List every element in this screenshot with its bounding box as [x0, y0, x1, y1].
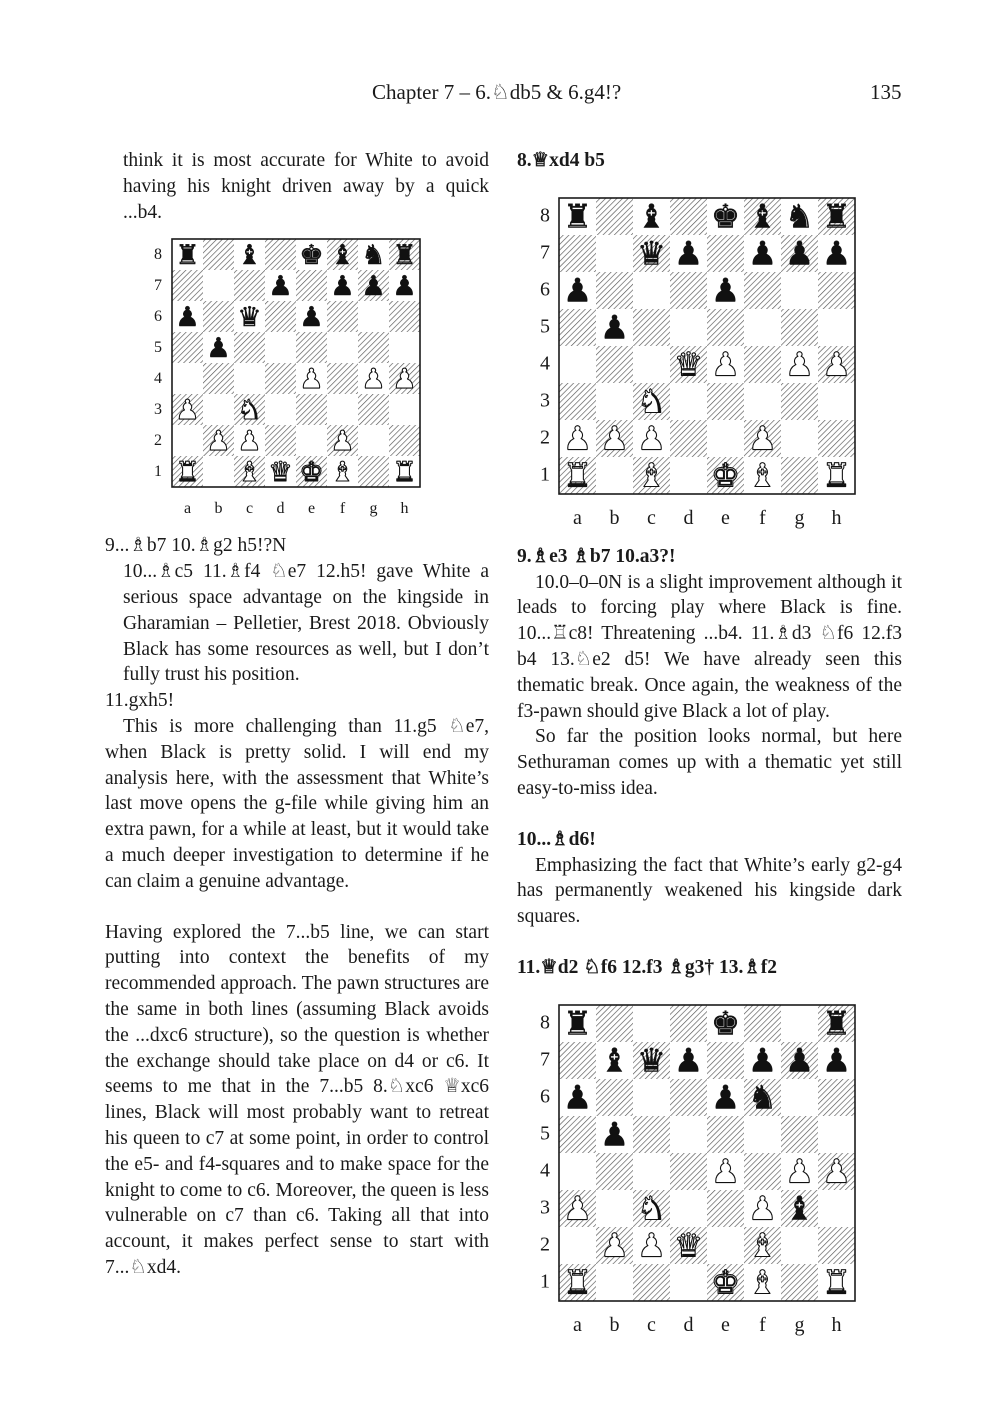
- move-heading-11: 11.♕d2 ♘f6 12.f3 ♗g3† 13.♗f2: [517, 956, 778, 978]
- white-pawn-icon: ♟: [599, 1226, 630, 1265]
- running-head: Chapter 7 – 6.♘db5 & 6.g4!?: [372, 80, 622, 104]
- file-label: b: [214, 500, 223, 518]
- chess-diagram-1: [145, 237, 489, 527]
- black-bishop-icon: ♝: [784, 1189, 815, 1228]
- file-label: f: [339, 500, 346, 518]
- move-line-11: 11.gxh5!: [105, 690, 175, 712]
- black-pawn-icon: ♟: [562, 271, 593, 310]
- file-label: g: [794, 506, 805, 529]
- square-c4: [633, 346, 670, 383]
- move-heading-8: 8.♕xd4 b5: [517, 150, 605, 171]
- white-queen-icon: ♛: [673, 345, 704, 384]
- square-d5: [670, 309, 707, 346]
- square-a4: [559, 1153, 596, 1190]
- black-knight-icon: ♞: [747, 1078, 778, 1117]
- black-pawn-icon: ♟: [330, 271, 355, 303]
- square-g5: [781, 309, 818, 346]
- black-pawn-icon: ♟: [821, 1041, 852, 1080]
- black-king-icon: ♚: [299, 240, 324, 272]
- black-pawn-icon: ♟: [175, 302, 200, 334]
- square-e3: [707, 1190, 744, 1227]
- white-knight-icon: ♞: [237, 395, 262, 427]
- white-pawn-icon: ♟: [392, 364, 417, 396]
- square-g3: [358, 394, 389, 425]
- black-knight-icon: ♞: [361, 240, 386, 272]
- square-d3: [670, 1190, 707, 1227]
- white-pawn-icon: ♟: [206, 426, 231, 458]
- rank-label: 1: [154, 463, 162, 481]
- file-labels: [184, 500, 409, 517]
- file-labels: [573, 1314, 841, 1336]
- square-g6: [781, 1079, 818, 1116]
- square-b7: [203, 270, 234, 301]
- square-h2: [818, 420, 855, 457]
- file-labels: [573, 507, 841, 529]
- black-queen-icon: ♛: [237, 302, 262, 334]
- black-bishop-icon: ♝: [237, 240, 262, 272]
- square-h5: [818, 309, 855, 346]
- paragraph-dark-squares: Emphasizing the fact that White’s early g2-g4 has permanently weakened his kingside dark squares.: [517, 854, 902, 928]
- white-pawn-icon: ♟: [747, 419, 778, 458]
- white-pawn-icon: ♟: [361, 364, 386, 396]
- square-h6: [389, 301, 420, 332]
- square-g1: [781, 1264, 818, 1301]
- square-f5: [744, 309, 781, 346]
- black-pawn-icon: ♟: [599, 1115, 630, 1154]
- white-king-icon: ♚: [710, 1263, 741, 1302]
- white-pawn-icon: ♟: [562, 1189, 593, 1228]
- square-h5: [818, 1116, 855, 1153]
- rank-label: 1: [540, 1270, 550, 1293]
- file-label: b: [609, 506, 620, 529]
- square-d8: [265, 239, 296, 270]
- square-a7: [172, 270, 203, 301]
- black-king-icon: ♚: [710, 197, 741, 236]
- square-a5: [172, 332, 203, 363]
- rank-label: 6: [154, 308, 162, 326]
- square-e5: [296, 332, 327, 363]
- square-d2: [670, 420, 707, 457]
- white-rook-icon: ♜: [175, 457, 200, 489]
- white-pawn-icon: ♟: [636, 1226, 667, 1265]
- square-d2: [265, 425, 296, 456]
- square-d8: [670, 198, 707, 235]
- square-d8: [670, 1005, 707, 1042]
- file-label: h: [831, 506, 842, 529]
- square-g6: [781, 272, 818, 309]
- white-pawn-icon: ♟: [299, 364, 324, 396]
- square-b4: [596, 346, 633, 383]
- white-rook-icon: ♜: [821, 456, 852, 495]
- square-d4: [670, 1153, 707, 1190]
- black-queen-icon: ♛: [636, 1041, 667, 1080]
- black-pawn-icon: ♟: [821, 234, 852, 273]
- white-knight-icon: ♞: [636, 382, 667, 421]
- rank-label: 2: [154, 432, 162, 450]
- white-bishop-icon: ♝: [747, 1226, 778, 1265]
- file-label: g: [369, 500, 378, 518]
- square-f6: [327, 301, 358, 332]
- rank-label: 5: [540, 1122, 550, 1145]
- white-bishop-icon: ♝: [747, 456, 778, 495]
- file-label: g: [794, 1313, 805, 1336]
- file-label: a: [573, 1313, 582, 1336]
- square-b8: [203, 239, 234, 270]
- black-pawn-icon: ♟: [747, 234, 778, 273]
- white-pawn-icon: ♟: [710, 1152, 741, 1191]
- file-label: a: [183, 500, 192, 518]
- chess-board-1: [145, 237, 417, 527]
- white-king-icon: ♚: [710, 456, 741, 495]
- square-e3: [296, 394, 327, 425]
- square-d1: [670, 457, 707, 494]
- black-king-icon: ♚: [710, 1004, 741, 1043]
- rank-label: 7: [540, 241, 550, 264]
- rank-label: 3: [154, 401, 162, 419]
- white-pawn-icon: ♟: [747, 1189, 778, 1228]
- file-label: a: [573, 506, 582, 529]
- square-c8: [633, 1005, 670, 1042]
- black-bishop-icon: ♝: [636, 197, 667, 236]
- square-g8: [781, 1005, 818, 1042]
- square-g1: [358, 456, 389, 487]
- rank-label: 1: [540, 463, 550, 486]
- black-pawn-icon: ♟: [673, 1041, 704, 1080]
- white-rook-icon: ♜: [562, 1263, 593, 1302]
- white-bishop-icon: ♝: [237, 457, 262, 489]
- square-d3: [670, 383, 707, 420]
- white-rook-icon: ♜: [392, 457, 417, 489]
- rank-label: 6: [540, 278, 550, 301]
- square-g2: [358, 425, 389, 456]
- square-f5: [327, 332, 358, 363]
- paragraph-assessment: This is more challenging than 11.g5 ♘e7, when Black is pretty solid. I will end my analysis here, with the assessment that White’s last move opens the g-file while giving him an extra pawn, for a while at least, but it would take a much deeper investigation to determine if he can claim a genuine advantage.: [105, 715, 489, 892]
- file-label: d: [683, 506, 694, 529]
- paragraph-comparison: Having explored the 7...b5 line, we can start putting into context the benefits of my recommended approach. The pawn structures are the same in both lines (assuming Black avoids the ...dxc6 structure), so the question is whether the exchange should take place on d4 or c6. It seems to me that in the 7...b5 8.♘xc6 ♕xc6 lines, Black will most probably want to retreat his queen to c7 at some point, in order to control the e5- and f4-squares and to make space for the knight to come to c6. Moreover, the queen is less vulnerable on c7 than c6. Taking all that into account, it makes perfect sense to start with 7...♘xd4.: [105, 921, 489, 1278]
- square-e7: [296, 270, 327, 301]
- white-pawn-icon: ♟: [821, 345, 852, 384]
- square-a4: [559, 346, 596, 383]
- square-b6: [596, 272, 633, 309]
- square-h2: [818, 1227, 855, 1264]
- move-heading-9: 9.♗e3 ♗b7 10.a3?!: [517, 545, 676, 567]
- white-pawn-icon: ♟: [562, 419, 593, 458]
- square-b4: [596, 1153, 633, 1190]
- black-knight-icon: ♞: [784, 197, 815, 236]
- rank-label: 4: [154, 370, 162, 388]
- rank-label: 3: [540, 1196, 550, 1219]
- black-rook-icon: ♜: [562, 1004, 593, 1043]
- square-b6: [203, 301, 234, 332]
- square-f5: [744, 1116, 781, 1153]
- square-e3: [707, 383, 744, 420]
- square-e2: [707, 1227, 744, 1264]
- file-label: f: [759, 506, 766, 529]
- square-b8: [596, 198, 633, 235]
- square-b3: [596, 383, 633, 420]
- white-knight-icon: ♞: [636, 1189, 667, 1228]
- file-label: b: [609, 1313, 620, 1336]
- black-rook-icon: ♜: [821, 197, 852, 236]
- square-h3: [389, 394, 420, 425]
- rank-labels: [540, 1011, 550, 1292]
- square-c6: [633, 1079, 670, 1116]
- file-label: f: [759, 1313, 766, 1336]
- square-g3: [781, 383, 818, 420]
- black-pawn-icon: ♟: [784, 1041, 815, 1080]
- square-a3: [559, 383, 596, 420]
- square-a2: [559, 1227, 596, 1264]
- white-pawn-icon: ♟: [710, 345, 741, 384]
- square-g1: [781, 457, 818, 494]
- page-number: 135: [870, 80, 902, 104]
- white-pawn-icon: ♟: [636, 419, 667, 458]
- white-pawn-icon: ♟: [784, 1152, 815, 1191]
- chess-diagram-3: [517, 1003, 902, 1343]
- left-column: [105, 148, 489, 1281]
- black-pawn-icon: ♟: [710, 1078, 741, 1117]
- black-pawn-icon: ♟: [299, 302, 324, 334]
- black-rook-icon: ♜: [562, 197, 593, 236]
- square-d6: [670, 272, 707, 309]
- square-e7: [707, 1042, 744, 1079]
- rank-label: 5: [154, 339, 162, 357]
- black-rook-icon: ♜: [392, 240, 417, 272]
- chess-board-3: [517, 1003, 867, 1343]
- square-b3: [596, 1190, 633, 1227]
- white-bishop-icon: ♝: [636, 456, 667, 495]
- white-pawn-icon: ♟: [821, 1152, 852, 1191]
- move-heading-10: 10...♗d6!: [517, 828, 596, 850]
- square-e2: [707, 420, 744, 457]
- square-h6: [818, 1079, 855, 1116]
- square-g2: [781, 420, 818, 457]
- black-bishop-icon: ♝: [747, 197, 778, 236]
- black-bishop-icon: ♝: [330, 240, 355, 272]
- black-bishop-icon: ♝: [599, 1041, 630, 1080]
- square-g6: [358, 301, 389, 332]
- square-b4: [203, 363, 234, 394]
- square-d5: [670, 1116, 707, 1153]
- square-f3: [327, 394, 358, 425]
- square-c5: [633, 309, 670, 346]
- square-g2: [781, 1227, 818, 1264]
- file-label: d: [276, 500, 285, 518]
- rank-labels: [540, 204, 550, 485]
- black-pawn-icon: ♟: [392, 271, 417, 303]
- black-rook-icon: ♜: [175, 240, 200, 272]
- file-label: c: [245, 500, 254, 518]
- rank-label: 4: [540, 352, 550, 375]
- file-label: d: [683, 1313, 694, 1336]
- white-rook-icon: ♜: [562, 456, 593, 495]
- black-queen-icon: ♛: [636, 234, 667, 273]
- square-b8: [596, 1005, 633, 1042]
- square-b3: [203, 394, 234, 425]
- white-pawn-icon: ♟: [175, 395, 200, 427]
- square-b1: [596, 457, 633, 494]
- square-f6: [744, 272, 781, 309]
- black-pawn-icon: ♟: [599, 308, 630, 347]
- black-pawn-icon: ♟: [673, 234, 704, 273]
- square-g5: [358, 332, 389, 363]
- square-d6: [670, 1079, 707, 1116]
- square-f4: [744, 1153, 781, 1190]
- rank-label: 8: [154, 246, 162, 264]
- square-c1: [633, 1264, 670, 1301]
- square-f3: [744, 383, 781, 420]
- white-pawn-icon: ♟: [599, 419, 630, 458]
- rank-label: 6: [540, 1085, 550, 1108]
- square-h5: [389, 332, 420, 363]
- square-a5: [559, 309, 596, 346]
- square-d4: [265, 363, 296, 394]
- square-a4: [172, 363, 203, 394]
- square-e5: [707, 309, 744, 346]
- rank-label: 7: [154, 277, 162, 295]
- white-rook-icon: ♜: [821, 1263, 852, 1302]
- black-pawn-icon: ♟: [268, 271, 293, 303]
- square-a7: [559, 235, 596, 272]
- square-a2: [172, 425, 203, 456]
- square-e2: [296, 425, 327, 456]
- file-label: h: [400, 500, 409, 518]
- square-d1: [670, 1264, 707, 1301]
- white-queen-icon: ♛: [268, 457, 293, 489]
- paragraph-variation: 10...♗c5 11.♗f4 ♘e7 12.h5! gave White a serious space advantage on the kingside in Gharamian – Pelletier, Brest 2018. Obviously Black has some resources as well, but I don’t fully trust his position.: [123, 561, 489, 686]
- square-f4: [744, 346, 781, 383]
- right-column: [517, 148, 902, 1343]
- white-queen-icon: ♛: [673, 1226, 704, 1265]
- black-pawn-icon: ♟: [562, 1078, 593, 1117]
- file-label: e: [721, 506, 730, 529]
- file-label: e: [721, 1313, 730, 1336]
- square-c6: [633, 272, 670, 309]
- rank-label: 4: [540, 1159, 550, 1182]
- square-c5: [234, 332, 265, 363]
- square-f4: [327, 363, 358, 394]
- rank-label: 2: [540, 1233, 550, 1256]
- file-label: c: [647, 1313, 656, 1336]
- paragraph-idea: So far the position looks normal, but here Sethuraman comes up with a thematic yet still easy-to-miss idea.: [517, 726, 902, 799]
- rank-label: 3: [540, 389, 550, 412]
- white-king-icon: ♚: [299, 457, 324, 489]
- white-pawn-icon: ♟: [237, 426, 262, 458]
- paragraph-intro: think it is most accurate for White to avoid having his knight driven away by a quick ...b4.: [123, 150, 489, 223]
- move-line-9: 9...♗b7 10.♗g2 h5!?N: [105, 535, 287, 557]
- square-d6: [265, 301, 296, 332]
- square-a5: [559, 1116, 596, 1153]
- square-h3: [818, 1190, 855, 1227]
- square-b1: [596, 1264, 633, 1301]
- square-d3: [265, 394, 296, 425]
- chess-diagram-2: [517, 196, 902, 536]
- rank-label: 8: [540, 1011, 550, 1034]
- paragraph-improvement: 10.0–0–0N is a slight improvement although it leads to forcing play where Black is fine. 10...♖c8! Threatening ...b4. 11.♗d3 ♘f6 12.f3 b4 13.♘e2 d5! We have already seen this thematic break. Once again, the weakness of the f3-pawn should give Black a lot of play.: [517, 571, 902, 722]
- square-b6: [596, 1079, 633, 1116]
- black-rook-icon: ♜: [821, 1004, 852, 1043]
- square-f8: [744, 1005, 781, 1042]
- black-pawn-icon: ♟: [206, 333, 231, 365]
- square-e7: [707, 235, 744, 272]
- white-bishop-icon: ♝: [330, 457, 355, 489]
- black-pawn-icon: ♟: [784, 234, 815, 273]
- square-d5: [265, 332, 296, 363]
- square-b1: [203, 456, 234, 487]
- rank-label: 5: [540, 315, 550, 338]
- rank-labels: [154, 246, 162, 480]
- square-c4: [633, 1153, 670, 1190]
- white-pawn-icon: ♟: [784, 345, 815, 384]
- rank-label: 8: [540, 204, 550, 227]
- square-a7: [559, 1042, 596, 1079]
- file-label: h: [831, 1313, 842, 1336]
- square-h3: [818, 383, 855, 420]
- square-c7: [234, 270, 265, 301]
- rank-label: 7: [540, 1048, 550, 1071]
- square-c5: [633, 1116, 670, 1153]
- chess-board-2: [517, 196, 867, 536]
- square-e5: [707, 1116, 744, 1153]
- white-bishop-icon: ♝: [747, 1263, 778, 1302]
- square-c4: [234, 363, 265, 394]
- square-h6: [818, 272, 855, 309]
- black-pawn-icon: ♟: [361, 271, 386, 303]
- rank-label: 2: [540, 426, 550, 449]
- black-pawn-icon: ♟: [710, 271, 741, 310]
- square-h2: [389, 425, 420, 456]
- black-pawn-icon: ♟: [747, 1041, 778, 1080]
- square-g5: [781, 1116, 818, 1153]
- square-b7: [596, 235, 633, 272]
- file-label: e: [307, 500, 316, 518]
- file-label: c: [647, 506, 656, 529]
- white-pawn-icon: ♟: [330, 426, 355, 458]
